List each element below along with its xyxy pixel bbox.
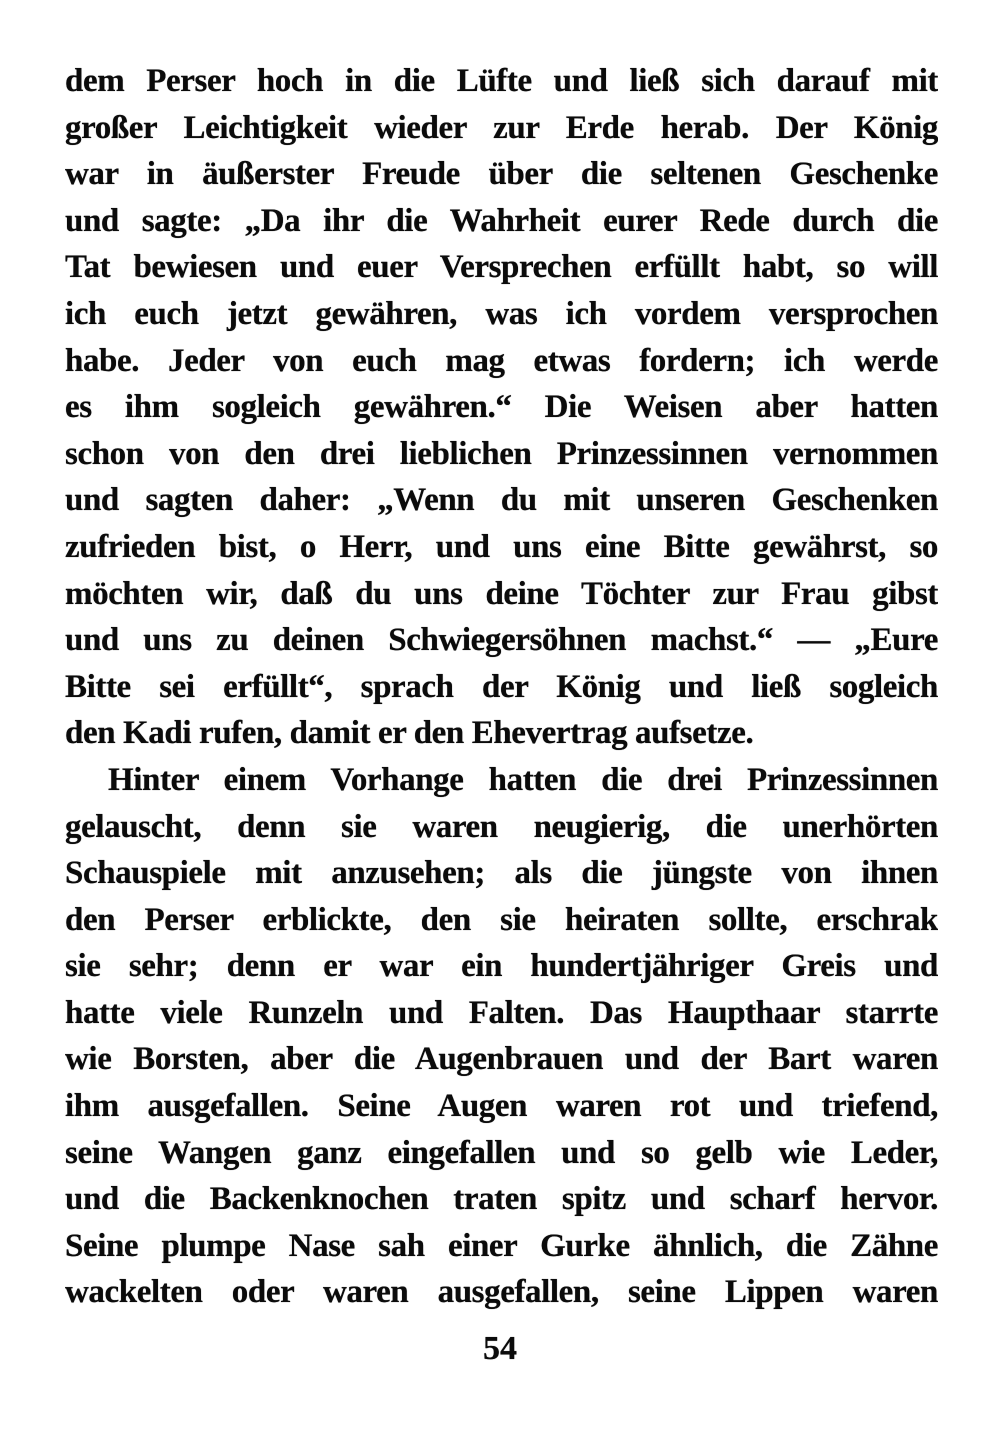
text-line: sie sehr; denn er war ein hundertjähriger Greis und — [65, 948, 938, 985]
text-line: Hinter einem Vorhange hatten die drei Prinzessinnen — [108, 761, 938, 798]
text-line: Tat bewiesen und euer Versprechen erfüllt habt, so will — [65, 249, 938, 286]
text-line: den Kadi rufen, damit er den Ehevertrag aufsetze. — [65, 715, 754, 752]
text-line: zufrieden bist, o Herr, und uns eine Bitte gewährst, so — [65, 528, 938, 565]
text-line: gelauscht, denn sie waren neugierig, die unerhörten — [65, 808, 938, 845]
text-line: und die Backenknochen traten spitz und scharf hervor. — [65, 1181, 938, 1218]
text-line: und sagten daher: „Wenn du mit unseren Geschenken — [65, 482, 938, 519]
text-line: Seine plumpe Nase sah einer Gurke ähnlich, die Zähne — [65, 1227, 938, 1264]
text-line: wackelten oder waren ausgefallen, seine Lippen waren — [65, 1274, 938, 1311]
text-line: Bitte sei erfüllt“, sprach der König und ließ sogleich — [65, 668, 938, 705]
text-line: dem Perser hoch in die Lüfte und ließ sich darauf mit — [65, 63, 938, 99]
text-line: seine Wangen ganz eingefallen und so gelb wie Leder, — [65, 1134, 938, 1171]
text-line: hatte viele Runzeln und Falten. Das Haupthaar starrte — [65, 994, 938, 1031]
text-line: es ihm sogleich gewähren.“ Die Weisen aber hatten — [65, 389, 938, 426]
text-line: habe. Jeder von euch mag etwas fordern; ich werde — [65, 342, 938, 379]
text-line: schon von den drei lieblichen Prinzessinnen vernommen — [65, 435, 938, 472]
text-line: den Perser erblickte, den sie heiraten sollte, erschrak — [65, 901, 938, 938]
text-line: Schauspiele mit anzusehen; als die jüngste von ihnen — [65, 855, 938, 892]
page-text — [65, 58, 938, 1316]
text-line: und uns zu deinen Schwiegersöhnen machst.“ — „Eure — [65, 622, 938, 659]
text-line: und sagte: „Da ihr die Wahrheit eurer Rede durch die — [65, 202, 938, 239]
text-line: wie Borsten, aber die Augenbrauen und der Bart waren — [65, 1041, 938, 1078]
text-line: großer Leichtigkeit wieder zur Erde herab. Der König — [65, 109, 938, 146]
text-line: ich euch jetzt gewähren, was ich vordem versprochen — [65, 295, 938, 332]
text-line: war in äußerster Freude über die seltenen Geschenke — [65, 156, 938, 193]
text-line: ihm ausgefallen. Seine Augen waren rot und triefend, — [65, 1088, 938, 1125]
page-number: 54 — [483, 1330, 517, 1367]
text-line: möchten wir, daß du uns deine Töchter zur Frau gibst — [65, 575, 938, 612]
